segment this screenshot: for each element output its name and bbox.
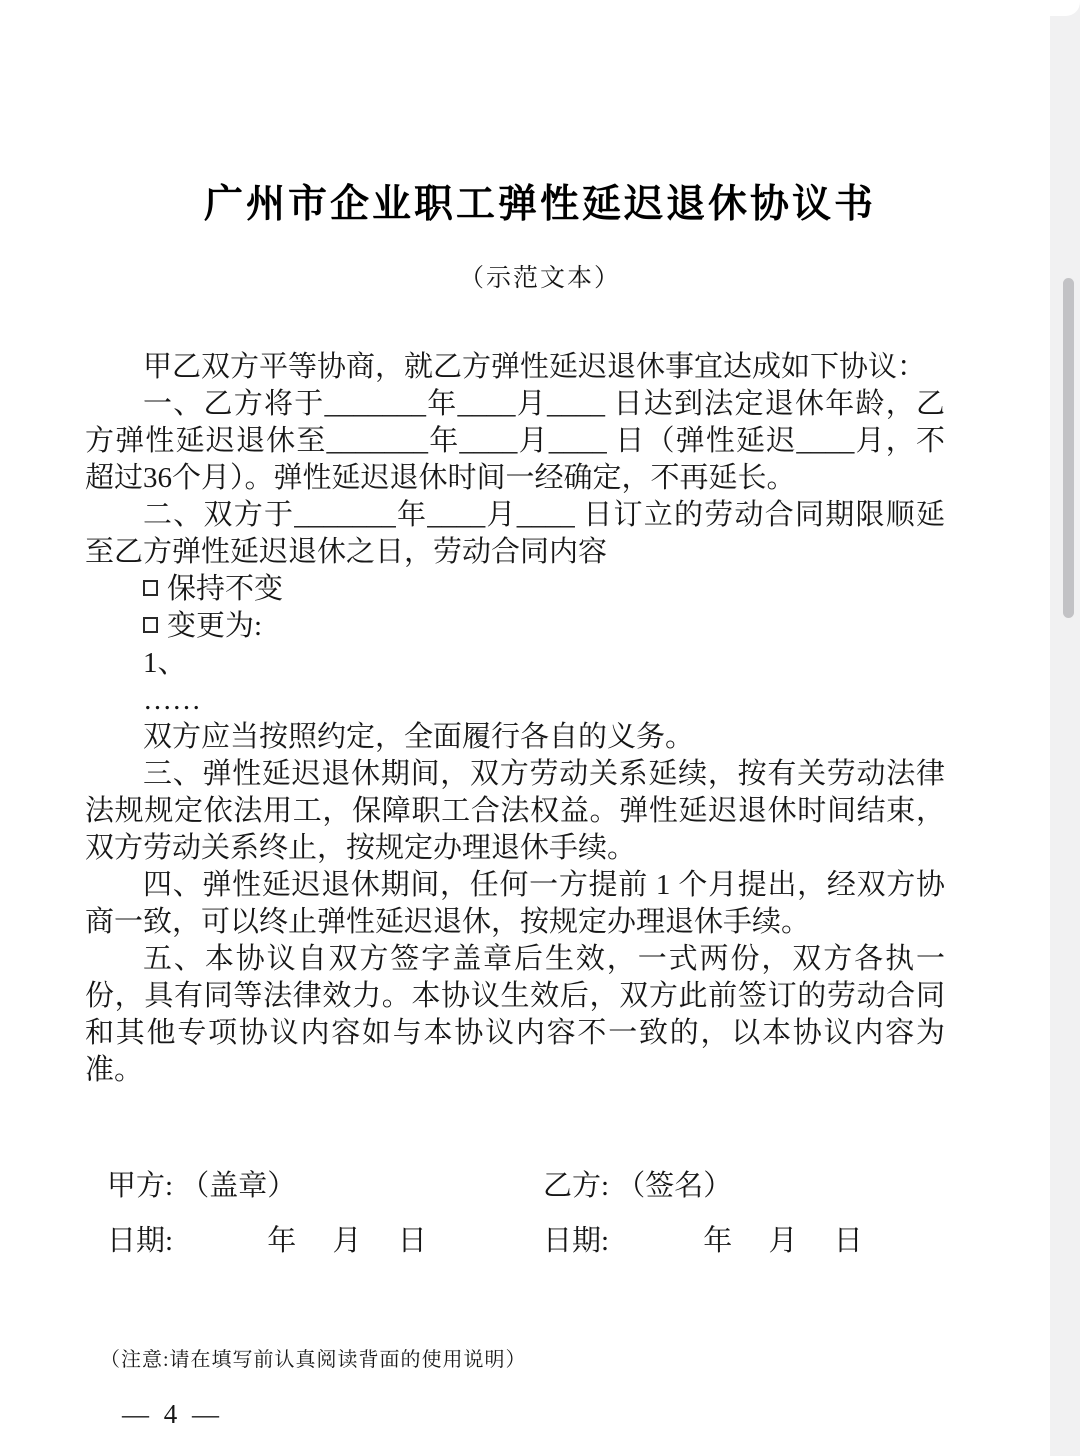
scrollbar-thumb[interactable]: [1063, 278, 1074, 618]
signature-block: [107, 1159, 945, 1269]
option-change-to-label: 变更为:: [167, 610, 263, 642]
paragraph-clause-3: 三、弹性延迟退休期间，双方劳动关系延续，按有关劳动法律法规规定依法用工，保障职工合法权益。弹性延迟退休时间结束，双方劳动关系终止，按规定办理退休手续。: [85, 758, 945, 864]
paragraph-clause-1: 一、乙方将于_______年____月____ 日达到法定退休年龄，乙方弹性延迟退休至_______年____月____ 日（弹性延迟____月，不超过36个月）。弹性延迟退休时间一经确定，不再延长。: [85, 388, 945, 494]
signature-date-row: [107, 1214, 945, 1269]
party-a-label: 甲方: （盖章）: [107, 1170, 297, 1202]
paragraph-intro: 甲乙双方平等协商，就乙方弹性延迟退休事宜达成如下协议：: [143, 351, 927, 383]
checkbox-icon: [143, 617, 158, 633]
scrollbar-track[interactable]: [1050, 0, 1080, 1456]
paragraph-clause-4: 四、弹性延迟退休期间，任何一方提前 1 个月提出，经双方协商一致，可以终止弹性延迟退休，按规定办理退休手续。: [85, 869, 945, 938]
party-b-label: 乙方: （签名）: [543, 1170, 733, 1202]
party-b-date-line: 日期: 年 月 日: [543, 1225, 863, 1257]
paragraph-obligation: 双方应当按照约定，全面履行各自的义务。: [143, 721, 695, 753]
checkbox-icon: [143, 580, 158, 596]
document-subtitle: （示范文本）: [458, 265, 621, 292]
list-item-1: 1、: [143, 647, 187, 679]
option-change-to: [85, 608, 945, 645]
party-a-date-line: 日期: 年 月 日: [107, 1225, 427, 1257]
paragraph-clause-2: 二、双方于_______年____月____ 日订立的劳动合同期限顺延至乙方弹性延迟退休之日，劳动合同内容: [85, 499, 945, 568]
signature-party-row: [107, 1159, 945, 1214]
document-title: 广州市企业职工弹性延迟退休协议书: [203, 183, 876, 226]
footer-note: （注意:请在填写前认真阅读背面的使用说明）: [100, 1349, 527, 1371]
page-number: — 4 —: [122, 1399, 223, 1429]
option-keep-unchanged: [85, 571, 945, 608]
document-body: [85, 349, 945, 1089]
ellipsis-line: ……: [143, 684, 201, 716]
option-keep-unchanged-label: 保持不变: [167, 573, 284, 605]
paragraph-clause-5: 五、本协议自双方签字盖章后生效，一式两份，双方各执一份，具有同等法律效力。本协议生效后，双方此前签订的劳动合同和其他专项协议内容如与本协议内容不一致的，以本协议内容为准。: [85, 943, 945, 1086]
